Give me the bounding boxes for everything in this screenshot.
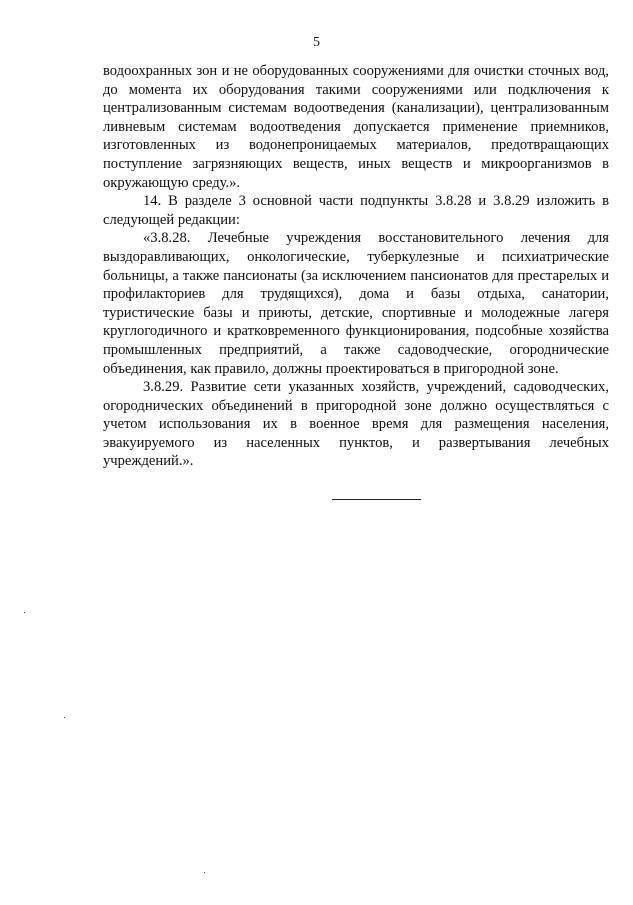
paragraph-3-8-29: 3.8.29. Развитие сети указанных хозяйств, учреждений, садоводческих, огороднических объединений в пригородной зоне должно осуществляться с учетом использования их в военное время для размещения населения, эвакуируемого из населенных пунктов, и развертывания лечебных учреждений.». <box>103 379 609 470</box>
end-separator-line <box>332 499 421 500</box>
paragraph-3-8-28: «3.8.28. Лечебные учреждения восстановительного лечения для выздоравливающих, онкологические, туберкулезные и психиатрические больницы, а также пансионаты (за исключением пансионатов для престарелых и профилакториев для трудящихся), дома и базы отдыха, санатории, туристические базы и приюты, детские, спортивные и молодежные лагеря круглогодичного и кратковременного функционирования, подсобные хозяйства промышленных предприятий, а также садоводческие, огороднические объединения, как правило, должны проектироваться в пригородной зоне. <box>103 230 609 377</box>
paragraph-continuation: водоохранных зон и не оборудованных сооружениями для очистки сточных вод, до момента их оборудования такими сооружениями или подключения к централизованным системам водоотведения (канализации), централизованным ливневым системам водоотведения допускается применение приемников, изготовленных из водонепроницаемых материалов, предотвращающих поступление загрязняющих веществ, иных веществ и микроорганизмов в окружающую среду.». <box>103 63 609 191</box>
paragraph-item-14: 14. В разделе 3 основной части подпункты 3.8.28 и 3.8.29 изложить в следующей редакции: <box>103 193 609 228</box>
page-number: 5 <box>313 35 320 50</box>
document-body <box>103 62 609 471</box>
scan-speck <box>204 872 205 873</box>
scan-speck <box>24 612 25 613</box>
scan-speck <box>64 717 65 718</box>
